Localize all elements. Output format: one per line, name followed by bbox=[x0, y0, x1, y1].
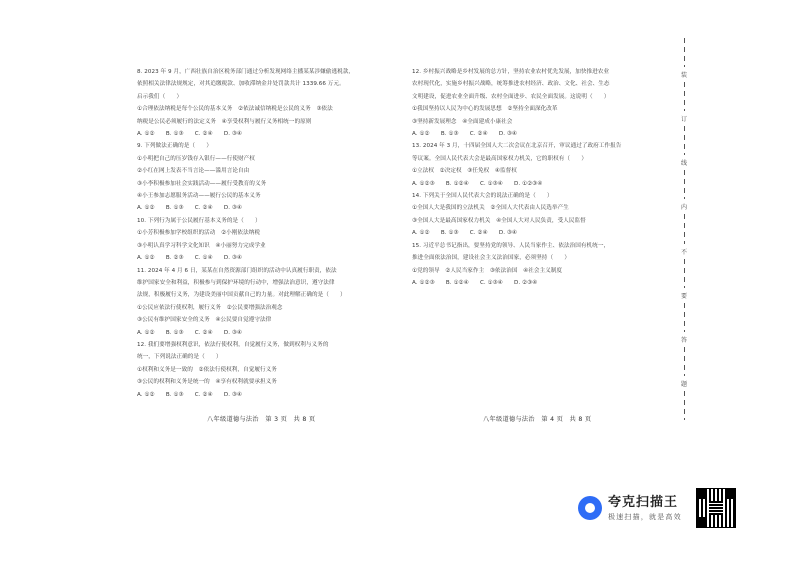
question-line: A. ①② B. ①③ C. ②④ D. ③④ bbox=[137, 205, 242, 212]
question-line: A. ①② B. ①③ C. ②④ D. ③④ bbox=[137, 131, 242, 138]
question-line: A. ①② B. ①③ C. ②④ D. ③④ bbox=[412, 131, 517, 138]
binding-char: 要 bbox=[680, 292, 687, 300]
question-line: ①立法权 ②决定权 ③任免权 ④监督权 bbox=[412, 168, 517, 175]
question-line: ③小李积极参加社会实践活动——履行受教育的义务 bbox=[137, 180, 267, 187]
question-line: A. ①②③ B. ①②④ C. ①③④ D. ②③④ bbox=[412, 279, 538, 286]
watermark-slogan: 极速扫描，就是高效 bbox=[608, 512, 682, 521]
binding-char: 装 bbox=[680, 72, 687, 80]
question-line: ③坚持新发展理念 ④全面建成小康社会 bbox=[412, 118, 513, 125]
question-line: 12. 我们要增强权利意识，依法行使权利，自觉履行义务，做到权利与义务的 bbox=[137, 341, 329, 348]
question-line: ①全国人大是我国的立法机关 ②全国人大代表由人民选举产生 bbox=[412, 205, 569, 212]
quark-logo-icon bbox=[578, 496, 602, 520]
question-line: ③公民的权利和义务是统一的 ④享有权利就要承担义务 bbox=[137, 379, 277, 386]
right-page-footer: 八年级道德与法治 第 4 页 共 8 页 bbox=[483, 416, 592, 423]
question-line: 等议案。全国人民代表大会是最高国家权力机关，它的职权有（ ） bbox=[412, 155, 587, 162]
binding-char: 线 bbox=[680, 160, 687, 168]
question-line: 推进全面依法治国，建设社会主义法治国家，必须坚持（ ） bbox=[412, 255, 571, 262]
question-line: 农村现代化，实施乡村振兴战略，统筹推进农村经济、政治、文化、社会、生态 bbox=[412, 81, 610, 88]
question-line: ①小明把自己的压岁钱存入银行——行使财产权 bbox=[137, 155, 255, 162]
question-line: 依照相关法律法规规定，对其追缴税款、加收滞纳金并处罚款共计 1339.66 万元。 bbox=[137, 81, 345, 88]
question-line: 15. 习近平总书记指出，要坚持党的领导、人民当家作主、依法治国有机统一， bbox=[412, 242, 610, 249]
binding-char: 不 bbox=[680, 248, 687, 256]
watermark-title: 夸克扫描王 bbox=[608, 494, 679, 510]
question-line: 11. 2024 年 4 月 6 日，某某在自然资源部门组织的活动中认真履行职责，依法 bbox=[137, 267, 337, 274]
question-line: ④小王参加志愿服务活动——履行公民的基本义务 bbox=[137, 193, 261, 200]
binding-char: 题 bbox=[680, 380, 687, 388]
left-page-questions bbox=[137, 66, 382, 401]
question-line: ①小芳积极参加学校组织的活动 ②小刚依法纳税 bbox=[137, 230, 261, 237]
question-line: 10. 下列行为属于公民履行基本义务的是（ ） bbox=[137, 217, 261, 224]
question-line: ①公民应依法行使权利，履行义务 ②公民要增强法治观念 bbox=[137, 304, 283, 311]
question-line: ③公民有维护国家安全的义务 ④公民要自觉遵守法律 bbox=[137, 317, 272, 324]
question-line: ③全国人大是最高国家权力机关 ④全国人大对人民负责，受人民监督 bbox=[412, 217, 586, 224]
binding-line bbox=[677, 38, 691, 420]
question-line: 13. 2024 年 3 月，十四届全国人大二次会议在北京召开，审议通过了政府工作报告 bbox=[412, 143, 622, 150]
binding-char: 答 bbox=[680, 336, 687, 344]
qr-code-icon bbox=[696, 488, 736, 528]
question-line: ②小红在网上发表不当言论——滥用言论自由 bbox=[137, 168, 250, 175]
question-line: 14. 下列关于全国人民代表大会的说法正确的是（ ） bbox=[412, 193, 553, 200]
right-page-questions bbox=[412, 66, 660, 289]
question-line: A. ①② B. ②③ C. ①④ D. ③④ bbox=[137, 255, 242, 262]
question-line: 纳税是公民必须履行的法定义务 ④享受权利与履行义务相统一的原则 bbox=[137, 118, 312, 125]
question-line: ①我国坚持以人民为中心的发展思想 ②坚持全面深化改革 bbox=[412, 106, 558, 113]
question-line: 法规，积极履行义务，为建设美丽中国贡献自己的力量。对此理解正确的是（ ） bbox=[137, 292, 346, 299]
question-line: 9. 下列做法正确的是（ ） bbox=[137, 143, 212, 150]
question-line: 启示我们（ ） bbox=[137, 93, 183, 100]
question-line: 文明建设，促进农业全面升级、农村全面进步、农民全面发展。这说明（ ） bbox=[412, 93, 610, 100]
question-line: 8. 2023 年 9 月，广西壮族自治区税务部门通过分析发现网络主播某某涉嫌偷逃税款， bbox=[137, 69, 355, 75]
question-line: ①权利和义务是一致的 ②依法行使权利，自觉履行义务 bbox=[137, 366, 277, 373]
question-line: 统一，下列说法正确的是（ ） bbox=[137, 354, 222, 361]
question-line: 12. 乡村振兴战略是乡村发展的总方针，坚持农业农村优先发展，加快推进农业 bbox=[412, 69, 610, 75]
question-line: A. ①② B. ①③ C. ②④ D. ③④ bbox=[412, 230, 517, 237]
question-line: A. ①② B. ①③ C. ②④ D. ③④ bbox=[137, 391, 242, 398]
binding-char: 内 bbox=[680, 204, 687, 212]
binding-char: 订 bbox=[680, 116, 687, 124]
question-line: ①合理依法纳税是每个公民的基本义务 ②依法诚信纳税是公民的义务 ③依法 bbox=[137, 106, 333, 113]
question-line: ③小明认真学习科学文化知识 ④小丽努力完成学业 bbox=[137, 242, 266, 249]
question-line: A. ①② B. ①③ C. ②④ D. ③④ bbox=[137, 329, 242, 336]
question-line: A. ①②③ B. ①②④ C. ①③④ D. ①②③④ bbox=[412, 180, 543, 187]
question-line: 维护国家安全和利益，积极参与到保护环境的行动中，增强法治意识，遵守法律 bbox=[137, 279, 335, 286]
left-page-footer: 八年级道德与法治 第 3 页 共 8 页 bbox=[207, 416, 316, 423]
question-line: ①党的领导 ②人民当家作主 ③依法治国 ④社会主义制度 bbox=[412, 267, 563, 274]
